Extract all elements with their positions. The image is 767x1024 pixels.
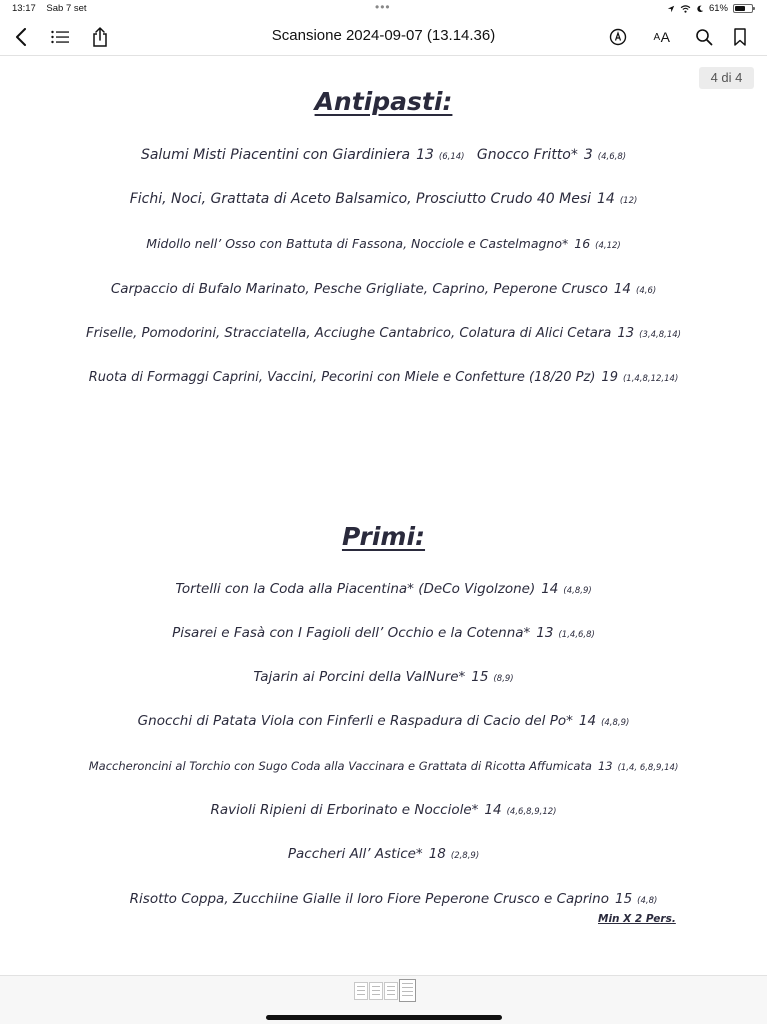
- page-indicator: 4 di 4: [699, 67, 754, 89]
- page-thumbnail-1[interactable]: [354, 982, 368, 1000]
- document-page: [0, 56, 767, 974]
- location-icon: [667, 5, 675, 13]
- status-date: Sab 7 set: [46, 3, 87, 14]
- status-left: [12, 3, 95, 14]
- menu-item: Tortelli con la Coda alla Piacentina* (DeCo Vigolzone) 14 (4,8,9): [175, 581, 592, 597]
- battery-percent: 61%: [708, 3, 728, 14]
- search-button[interactable]: [691, 25, 717, 49]
- menu-item: Maccheroncini al Torchio con Sugo Coda alla Vaccinara e Grattata di Ricotta Affumicata 13 (1,4, 6,8,9,14): [88, 759, 679, 773]
- do-not-disturb-icon: [696, 5, 704, 13]
- menu-item: Friselle, Pomodorini, Stracciatella, Acciughe Cantabrico, Colatura di Alici Cetara 13 (3,4,8,14): [86, 326, 681, 341]
- toolbar: [0, 18, 767, 56]
- multitasking-dots-icon[interactable]: •••: [375, 0, 391, 14]
- menu-item: Ruota di Formaggi Caprini, Vaccini, Pecorini con Miele e Confetture (18/20 Pz) 19 (1,4,8,12,14): [88, 370, 679, 385]
- bookmark-button[interactable]: [727, 25, 753, 49]
- menu-item: Gnocchi di Patata Viola con Finferli e Raspadura di Cacio del Po* 14 (4,8,9): [137, 713, 630, 729]
- page-thumbnail-3[interactable]: [384, 982, 398, 1000]
- page-thumbnails: [354, 982, 416, 1002]
- text-size-large-label: A: [660, 29, 671, 45]
- battery-fill: [735, 6, 745, 11]
- bookmark-icon: [733, 28, 747, 46]
- battery-icon: [733, 4, 753, 13]
- chevron-left-icon: [15, 28, 27, 46]
- markup-pen-icon: [609, 28, 627, 46]
- wifi-icon: [680, 5, 691, 13]
- menu-item: Ravioli Ripieni di Erborinato e Nocciole* 14 (4,6,8,9,12): [210, 802, 557, 818]
- menu-item: Midollo nell’ Osso con Battuta di Fassona, Nocciole e Castelmagno* 16 (4,12): [146, 236, 621, 251]
- text-size-small-label: A: [653, 31, 661, 43]
- share-icon: [92, 27, 108, 47]
- menu-item: Tajarin ai Porcini della ValNure* 15 (8,9): [253, 669, 514, 685]
- min-persons-note: Min X 2 Pers.: [598, 913, 676, 925]
- section-heading-antipasti: Antipasti:: [314, 87, 453, 116]
- menu-item: Salumi Misti Piacentini con Giardiniera 13 (6,14) Gnocco Fritto* 3 (4,6,8): [140, 147, 627, 163]
- search-icon: [695, 28, 713, 46]
- document-title[interactable]: Scansione 2024-09-07 (13.14.36): [271, 27, 496, 44]
- markup-button[interactable]: [605, 25, 631, 49]
- status-bar: [0, 0, 767, 18]
- status-right: [667, 3, 753, 14]
- text-size-button[interactable]: [647, 25, 677, 49]
- page-thumbnail-2[interactable]: [369, 982, 383, 1000]
- back-button[interactable]: [8, 25, 34, 49]
- menu-item: Carpaccio di Bufalo Marinato, Pesche Grigliate, Caprino, Peperone Crusco 14 (4,6): [110, 281, 657, 297]
- menu-item: Paccheri All’ Astice* 18 (2,8,9): [287, 846, 480, 862]
- list-icon: [51, 30, 69, 44]
- menu-item: Fichi, Noci, Grattata di Aceto Balsamico, Prosciutto Crudo 40 Mesi 14 (12): [129, 191, 638, 207]
- menu-item: Risotto Coppa, Zucchiine Gialle il loro Fiore Peperone Crusco e Caprino 15 (4,8): [129, 891, 658, 907]
- page-thumbnail-bar: [0, 975, 767, 1024]
- section-heading-primi: Primi:: [341, 522, 426, 551]
- share-button[interactable]: [87, 25, 113, 49]
- home-indicator[interactable]: [266, 1015, 502, 1020]
- outline-button[interactable]: [47, 25, 73, 49]
- status-time: 13:17: [12, 3, 36, 14]
- menu-item: Pisarei e Fasà con I Fagioli dell’ Occhio e la Cotenna* 13 (1,4,6,8): [172, 625, 595, 641]
- page-thumbnail-4[interactable]: [399, 979, 416, 1002]
